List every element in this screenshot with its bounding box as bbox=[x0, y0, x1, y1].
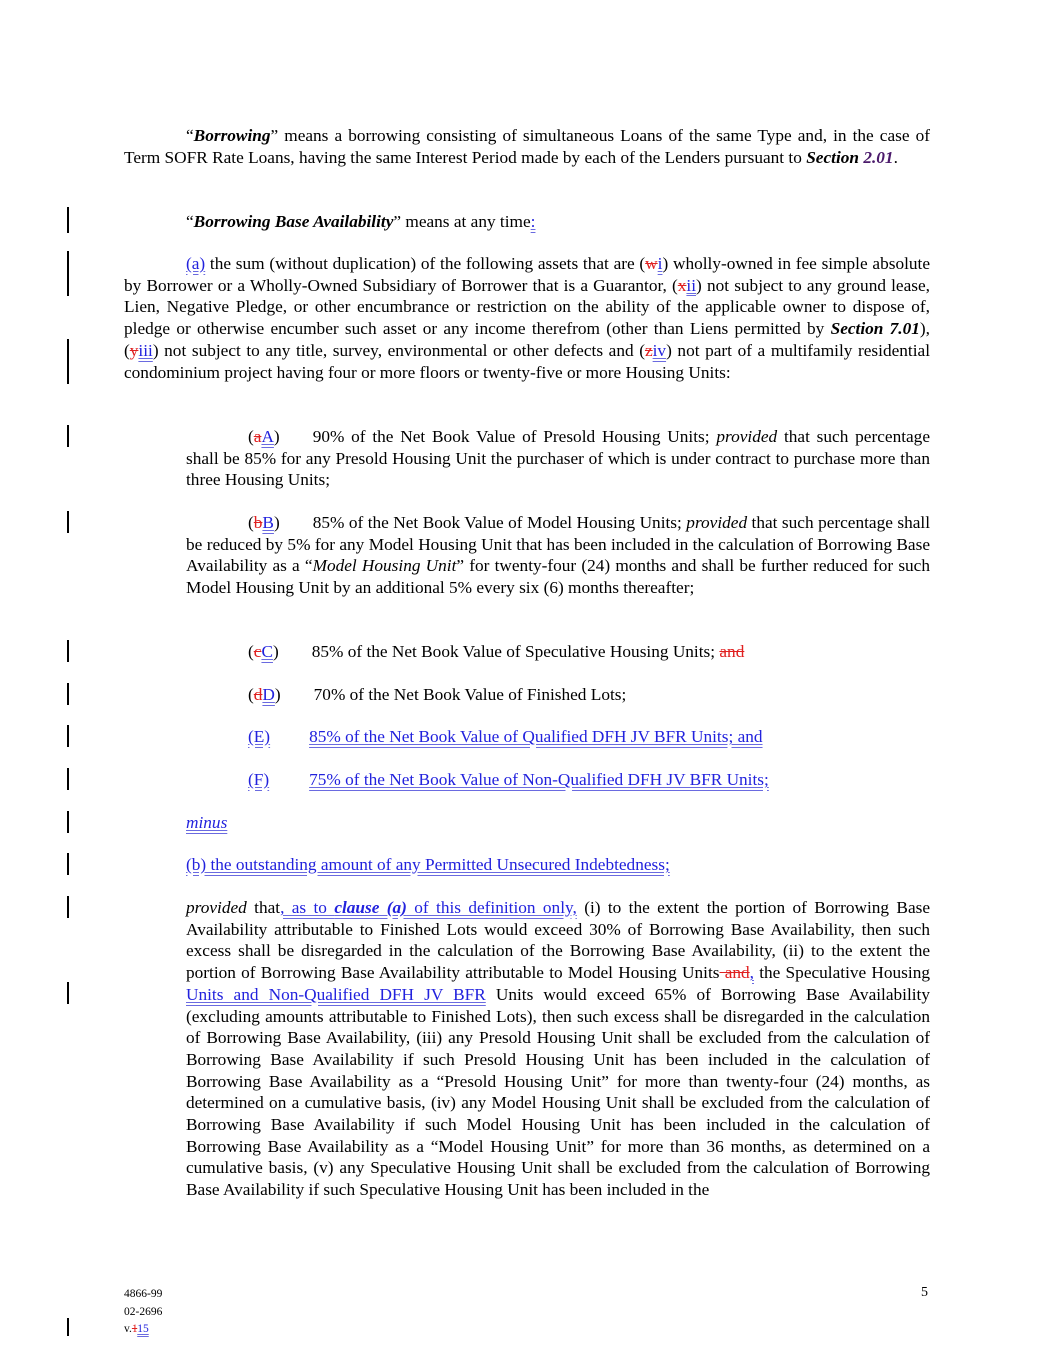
paren: ) bbox=[274, 685, 281, 704]
inserted-text: iv bbox=[652, 340, 667, 360]
proviso bbox=[186, 897, 930, 1201]
item-text: 85% of the Net Book Value of Speculative Housing Units; bbox=[311, 642, 720, 661]
minus-text: minus bbox=[186, 813, 228, 832]
proviso-text: the Speculative Housing bbox=[753, 963, 930, 983]
clause-text: ) not part of a multifamily residential condominium project having four or more floors or twenty-five or more Housing Units: bbox=[124, 340, 930, 382]
provided-italic: provided bbox=[186, 898, 247, 917]
clause-text: ), ( bbox=[124, 319, 930, 360]
section-ref[interactable]: Section 7.01 bbox=[830, 319, 920, 339]
change-bar bbox=[67, 683, 69, 705]
change-bar bbox=[67, 207, 69, 233]
defined-term-bba: Borrowing Base Availability bbox=[193, 212, 394, 231]
change-bar bbox=[67, 251, 69, 296]
section-ref-number[interactable]: 2.01 bbox=[863, 147, 894, 167]
change-bar bbox=[67, 896, 69, 918]
version-inserted: 15 bbox=[137, 1323, 149, 1335]
deleted-and: and bbox=[719, 642, 745, 661]
item-label: (E) bbox=[248, 727, 271, 746]
deleted-text: w bbox=[645, 254, 658, 273]
quote-open: “ bbox=[186, 212, 194, 231]
inserted-text: i bbox=[657, 254, 663, 273]
item-a bbox=[186, 426, 930, 491]
paren: ( bbox=[248, 642, 254, 661]
provided-italic: provided bbox=[716, 427, 778, 446]
inserted-text: Units and Non-Qualified DFH JV BFR bbox=[186, 984, 486, 1004]
deleted-text: z bbox=[644, 340, 653, 360]
page-number: 5 bbox=[921, 1285, 928, 1300]
inserted-text: , as to bbox=[280, 898, 335, 917]
deleted-label: b bbox=[253, 513, 263, 532]
item-c bbox=[186, 641, 930, 663]
section-ref-label[interactable]: Section bbox=[806, 147, 864, 167]
deleted-label: d bbox=[253, 685, 263, 704]
proviso-text: (i) to the extent the portion of Borrowing Base Availability attributable to Finished Lots would exceed 30% of Borrowing Base Availability, then such excess shall be disregarded in the calculation of the Borrowing Base Availability, (ii) to the extent the portion of Borrowing Base Availability attributable to Model Housing Units bbox=[186, 898, 931, 983]
paren: ) bbox=[273, 513, 280, 532]
proviso-text: that bbox=[246, 898, 281, 917]
doc-id-line-2: 02-2696 bbox=[124, 1305, 163, 1318]
change-bar bbox=[67, 511, 69, 533]
clause-text: ) not subject to any title, survey, environmental or other defects and ( bbox=[152, 340, 645, 360]
change-bar bbox=[67, 982, 69, 1004]
item-b bbox=[186, 512, 930, 599]
version-deleted: 1 bbox=[131, 1323, 138, 1335]
provided-italic: provided bbox=[686, 513, 748, 532]
item-text: 85% of the Net Book Value of Model Housing Units; bbox=[312, 513, 687, 532]
deleted-label: a bbox=[253, 427, 262, 446]
change-bar bbox=[67, 1318, 69, 1336]
inserted-label-a: (a) bbox=[186, 254, 206, 273]
change-bar bbox=[67, 725, 69, 747]
deleted-and: and bbox=[719, 963, 750, 983]
change-bar bbox=[67, 768, 69, 790]
change-bar bbox=[67, 853, 69, 875]
paren: ( bbox=[248, 685, 254, 704]
period: . bbox=[893, 147, 898, 167]
proviso-text: Units would exceed 65% of Borrowing Base Availability (excluding amounts attributable to Finished Lots), then such excess shall be disregarded in the calculation of Borrowing Base Availability, (iii) any Presold Housing Unit shall be excluded from the calculation of Borrowing Base Availability if such Presold Housing Unit has been included in the calculation of Borrowing Base Availability as a “Presold Housing Unit” for more than twenty-four (24) months, as determined on a cumulative basis, (iv) any Model Housing Unit shall be excluded from the calculation of Borrowing Base Availability if such Model Housing Unit has been included in the calculation of Borrowing Base Availability as a “Model Housing Unit” for more than 36 months, as determined on a cumulative basis, (v) any Speculative Housing Unit shall be excluded from the calculation of Borrowing Base Availability if such Speculative Housing Unit has been included in the bbox=[186, 984, 930, 1200]
change-bar bbox=[67, 811, 69, 833]
definition-borrowing bbox=[124, 125, 930, 168]
model-housing-unit-italic: Model Housing Unit bbox=[312, 556, 457, 576]
definition-text: means a borrowing consisting of simultaneous Loans of the same Type and, in the case of Term SOFR Rate Loans, having the same Interest Period made by each of the Lenders pursuant to bbox=[124, 126, 930, 167]
inserted-text: ii bbox=[686, 275, 697, 295]
change-bar bbox=[67, 339, 69, 384]
inserted-clause-ref: clause (a) bbox=[334, 898, 407, 917]
quote-open: “ bbox=[186, 126, 194, 145]
paren: ( bbox=[248, 513, 254, 532]
paren: ( bbox=[248, 427, 254, 446]
quote-close: ” bbox=[270, 126, 279, 145]
item-text: that such percentage shall be reduced by 5% for any Model Housing Unit that has been included in the calculation of Borrowing Base Availability as a “ bbox=[186, 513, 931, 576]
item-label: (F) bbox=[248, 770, 270, 789]
inserted-colon: : bbox=[530, 212, 536, 231]
inserted-text: iii bbox=[138, 340, 153, 360]
inserted-comma: , bbox=[749, 963, 754, 983]
item-e-inserted bbox=[186, 726, 930, 748]
deleted-text: x bbox=[677, 275, 687, 295]
item-f-inserted bbox=[186, 769, 930, 791]
item-text: that such percentage shall be 85% for any Presold Housing Unit the purchaser of which is under contract to purchase more than three Housing Units; bbox=[186, 427, 930, 490]
paren: ) bbox=[273, 427, 280, 446]
clause-b-text: (b) the outstanding amount of any Permitted Unsecured Indebtedness; bbox=[186, 855, 670, 874]
clause-text: ) wholly-owned in fee simple absolute by Borrower or a Wholly-Owned Subsidiary of Borrower that is a Guarantor, ( bbox=[124, 254, 930, 295]
inserted-label: B bbox=[262, 513, 274, 532]
deleted-text: y bbox=[129, 340, 139, 360]
clause-text: the sum (without duplication) of the following assets that are ( bbox=[205, 254, 646, 273]
minus-inserted bbox=[186, 812, 930, 834]
item-text: 85% of the Net Book Value of Qualified DFH JV BFR Units; and bbox=[309, 727, 763, 746]
document-id-footer bbox=[124, 1286, 162, 1339]
inserted-label: C bbox=[261, 642, 273, 661]
definition-borrowing-base-availability bbox=[124, 211, 930, 233]
paren: ) bbox=[272, 642, 279, 661]
inserted-text: of this definition only, bbox=[406, 898, 577, 917]
doc-id-line-1: 4866-99 bbox=[124, 1288, 163, 1300]
quote-close: ” bbox=[393, 212, 402, 231]
inserted-label: A bbox=[261, 427, 274, 446]
clause-text: ) not subject to any ground lease, Lien, Negative Pledge, or other encumbrance or restriction on the ability of the applicable owner to dispose of, pledge or otherwise encumber such asset or any income therefrom (other than Liens permitted by bbox=[124, 275, 930, 339]
item-text: 75% of the Net Book Value of Non-Qualified DFH JV BFR Units; bbox=[309, 770, 769, 789]
clause-a bbox=[124, 253, 930, 383]
version-line bbox=[124, 1321, 162, 1339]
defined-term-borrowing: Borrowing bbox=[193, 126, 271, 145]
change-bar bbox=[67, 425, 69, 447]
change-bar bbox=[67, 640, 69, 662]
definition-text: means at any time bbox=[401, 212, 531, 231]
item-text: ” for twenty-four (24) months and shall be further reduced for such Model Housing Unit by an additional 5% every six (6) months thereafter; bbox=[186, 556, 930, 598]
item-text: 90% of the Net Book Value of Presold Housing Units; bbox=[312, 427, 717, 446]
version-prefix: v. bbox=[124, 1323, 132, 1335]
clause-b-inserted bbox=[186, 854, 930, 876]
item-d bbox=[186, 684, 930, 706]
inserted-label: D bbox=[262, 685, 275, 704]
item-text: 70% of the Net Book Value of Finished Lots; bbox=[313, 685, 627, 704]
deleted-label: c bbox=[253, 642, 262, 661]
